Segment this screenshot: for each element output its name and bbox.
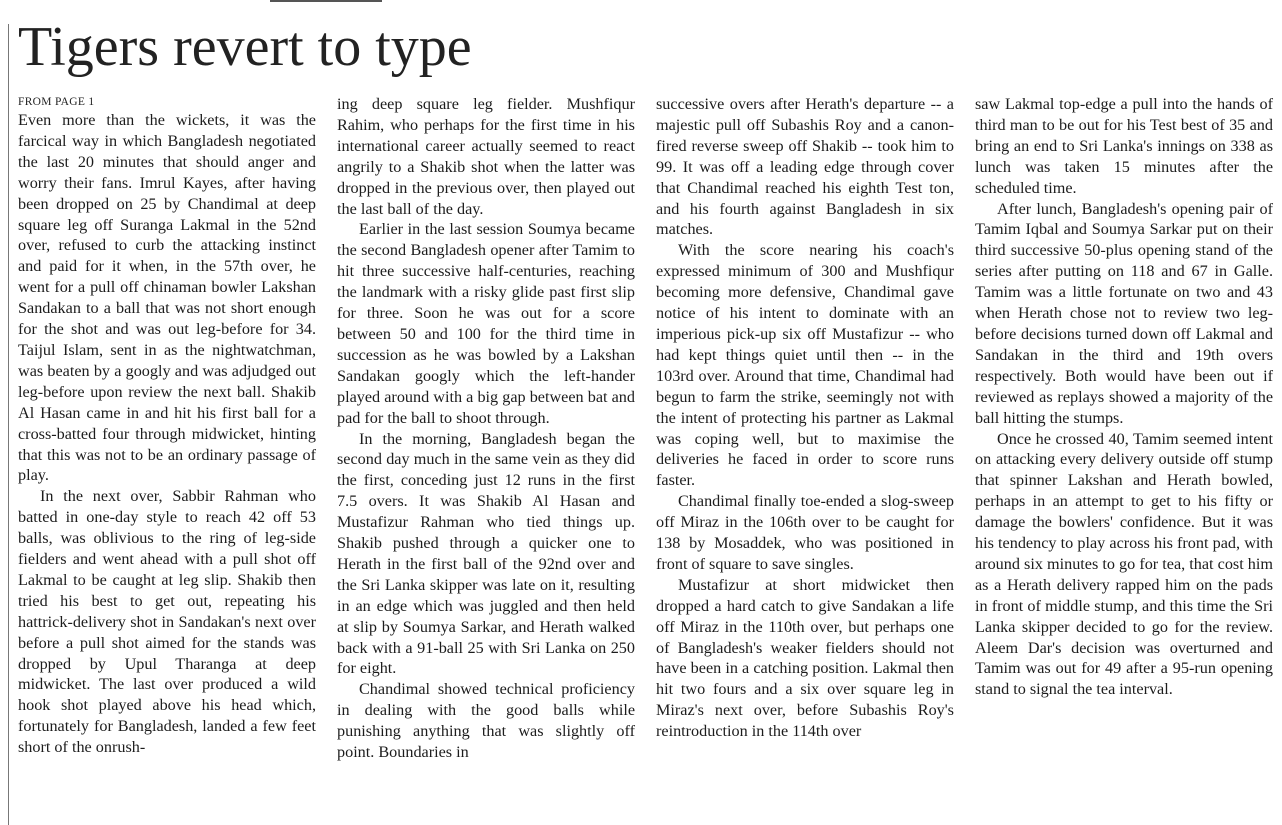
left-column-rule [8,24,9,825]
article-column-3 [656,94,954,742]
article-column-2 [337,94,635,763]
article-column-1 [18,94,316,758]
paragraph: saw Lakmal top-edge a pull into the hands of third man to be out for his Test best of 35 and bring an end to Sri Lanka's innings on 338 as lunch was taken 15 minutes after the scheduled time. [975,95,1273,197]
paragraph: With the score nearing his coach's expressed minimum of 300 and Mushfiqur becoming more defensive, Chandimal gave notice of his intent to dominate with an imperious pick-up six off Mustafizur -- who had kept things quiet until then -- in the 103rd over. Around that time, Chandimal had begun to farm the strike, seemingly not with the intent of protecting his partner as Lakmal was coping well, but to maximise the deliveries he faced in order to score runs faster. [656,241,954,490]
article-headline: Tigers revert to type [18,16,472,78]
paragraph: Even more than the wickets, it was the farcical way in which Bangladesh negotiated the last 20 minutes that should anger and worry their fans. Imrul Kayes, after having been dropped on 25 by Chandimal at deep square leg off Suranga Lakmal in the 52nd over, refused to curb the attacking instinct and paid for it when, in the 57th over, he went for a pull off chinaman bowler Lakshan Sandakan to a ball that was not short enough for the shot and was out leg-before for 34. Taijul Islam, sent in as the nightwatchman, was beaten by a googly and was adjudged out leg-before upon review the next ball. Shakib Al Hasan came in and hit his first ball for a cross-batted four through midwicket, hinting that this was not to be an ordinary passage of play. [18,111,316,485]
paragraph: In the next over, Sabbir Rahman who batted in one-day style to reach 42 off 53 balls, was oblivious to the ring of leg-side fielders and went ahead with a pull shot off Lakmal to be caught at leg slip. Shakib then tried his best to get out, repeating his hattrick-delivery shot in Sandakan's next over before a pull shot aimed for the stands was dropped by Upul Tharanga at deep midwicket. The last over produced a wild hook shot played above his head which, fortunately for Bangladesh, landed a few feet short of the onrush- [18,487,316,757]
paragraph: ing deep square leg fielder. Mushfiqur Rahim, who perhaps for the first time in his international career actually seemed to react angrily to a Shakib shot when the latter was dropped in the previous over, then played out the last ball of the day. [337,95,635,218]
paragraph: Once he crossed 40, Tamim seemed intent on attacking every delivery outside off stump that spinner Lakshan and Herath bowled, perhaps in an attempt to get to his fifty or damage the bowlers' confidence. But it was his tendency to play across his front pad, with around six minutes to go for tea, that cost him as a Herath delivery rapped him on the pads in front of middle stump, and this time the Sri Lanka skipper decided to go for the review. Aleem Dar's decision was overturned and Tamim was out for 49 after a 95-run opening stand to signal the tea interval. [975,429,1273,699]
paragraph: successive overs after Herath's departure -- a majestic pull off Subashis Roy and a canon-fired reverse sweep off Shakib -- took him to 99. It was off a leading edge through cover that Chandimal reached his eighth Test ton, and his fourth against Bangladesh in six matches. [656,95,954,239]
top-divider [270,0,382,2]
paragraph: Chandimal showed technical proficiency in dealing with the good balls while punishing anything that was slightly off point. Boundaries in [337,680,635,762]
continuation-kicker: FROM PAGE 1 [18,96,95,108]
article-column-4 [975,94,1273,700]
paragraph: Mustafizur at short midwicket then dropped a hard catch to give Sandakan a life off Miraz in the 110th over, but perhaps one of Bangladesh's weaker fielders should not have been in a catching position. Lakmal then hit two fours and a six over square leg in Miraz's next over, before Subashis Roy's reintroduction in the 114th over [656,575,954,741]
paragraph: In the morning, Bangladesh began the second day much in the same vein as they did the first, conceding just 12 runs in the first 7.5 overs. It was Shakib Al Hasan and Mustafizur Rahman who tied things up. Shakib pushed through a quicker one to Herath in the first ball of the 92nd over and the Sri Lanka skipper was late on it, resulting in an edge which was juggled and then held at slip by Soumya Sarkar, and Herath walked back with a 91-ball 25 with Sri Lanka on 250 for eight. [337,429,635,678]
paragraph: Earlier in the last session Soumya became the second Bangladesh opener after Tamim to hit three successive half-centuries, reaching the landmark with a risky glide past first slip for three. Soon he was out for a score between 50 and 100 for the third time in succession as he was bowled by a Lakshan Sandakan googly which the left-hander played around with a big gap between bat and pad for the ball to shoot through. [337,220,635,427]
paragraph: Chandimal finally toe-ended a slog-sweep off Miraz in the 106th over to be caught for 138 by Mosaddek, who was positioned in front of square to save singles. [656,492,954,573]
paragraph: After lunch, Bangladesh's opening pair of Tamim Iqbal and Soumya Sarkar put on their third successive 50-plus opening stand of the series after putting on 118 and 67 in Galle. Tamim was a little fortunate on two and 43 when Herath chose not to review two leg-before decisions turned down off Lakmal and Sandakan in the third and 19th overs respectively. Both would have been out if reviewed as replays showed a majority of the ball hitting the stumps. [975,199,1273,427]
